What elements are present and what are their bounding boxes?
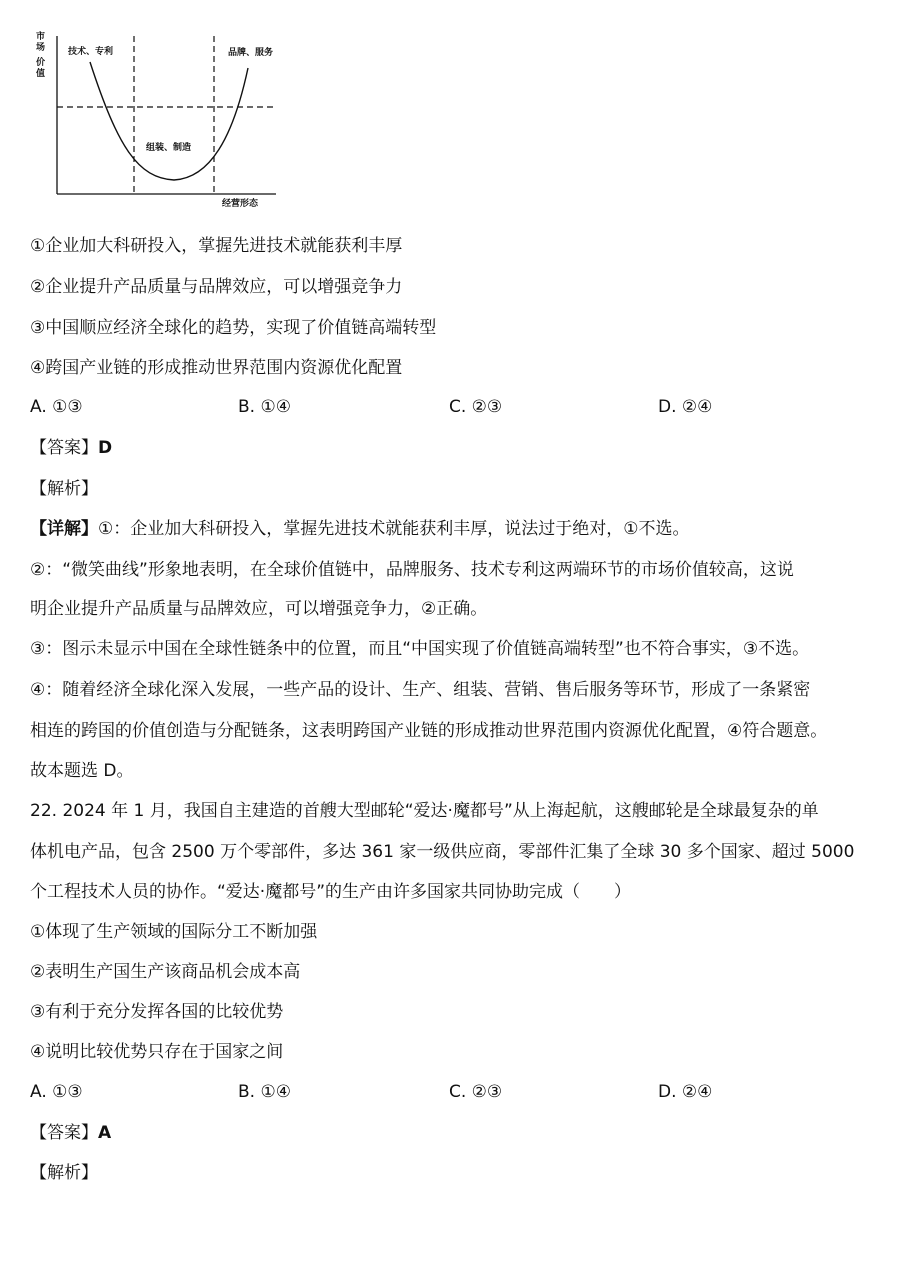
detail-label: 【详解】 [30, 519, 98, 539]
q21-option-c: C. ②③ [449, 397, 503, 417]
q21-detail-4: ③：图示未显示中国在全球性链条中的位置，而且“中国实现了价值链高端转型”也不符合事实，③不选。 [30, 639, 810, 659]
q22-statement-3: ③有利于充分发挥各国的比较优势 [30, 1002, 284, 1022]
y-axis-label-char: 场 [36, 43, 46, 53]
answer-label: 【答案】 [30, 1123, 98, 1143]
y-axis-label-char: 值 [36, 69, 46, 79]
q22-statement-2: ②表明生产国生产该商品机会成本高 [30, 962, 301, 982]
q21-detail-2: ②：“微笑曲线”形象地表明，在全球价值链中，品牌服务、技术专利这两端环节的市场价值较高，这说 [30, 560, 794, 580]
x-axis-label: 经营形态 [222, 199, 259, 209]
label-tech-patent: 技术、专利 [68, 47, 114, 57]
q21-analysis-label: 【解析】 [30, 479, 98, 499]
answer-label: 【答案】 [30, 438, 98, 458]
q22-option-c: C. ②③ [449, 1082, 503, 1102]
q22-answer [30, 1122, 111, 1144]
q22-statement-1: ①体现了生产领域的国际分工不断加强 [30, 922, 318, 942]
q22-statement-4: ④说明比较优势只存在于国家之间 [30, 1042, 284, 1062]
q21-option-d: D. ②④ [658, 397, 713, 417]
q22-option-d: D. ②④ [658, 1082, 713, 1102]
q22-stem-2: 体机电产品，包含 2500 万个零部件，多达 361 家一级供应商，零部件汇集了全球 30 多个国家、超过 5000 [30, 842, 855, 862]
q21-statement-4: ④跨国产业链的形成推动世界范围内资源优化配置 [30, 358, 403, 378]
answer-value: A [98, 1123, 112, 1143]
q22-stem-1: 22. 2024 年 1 月，我国自主建造的首艘大型邮轮“爱达·魔都号”从上海起航，这艘邮轮是全球最复杂的单 [30, 801, 819, 821]
smile-curve [90, 62, 248, 180]
answer-value: D [98, 438, 113, 458]
q21-statement-3: ③中国顺应经济全球化的趋势，实现了价值链高端转型 [30, 318, 437, 338]
q21-option-a: A. ①③ [30, 397, 83, 417]
q21-statement-2: ②企业提升产品质量与品牌效应，可以增强竞争力 [30, 277, 403, 297]
q22-option-a: A. ①③ [30, 1082, 83, 1102]
label-brand-service: 品牌、服务 [228, 48, 274, 58]
q21-detail-5: ④：随着经济全球化深入发展，一些产品的设计、生产、组装、营销、售后服务等环节，形成了一条紧密 [30, 680, 811, 700]
q21-detail-6: 相连的跨国的价值创造与分配链条，这表明跨国产业链的形成推动世界范围内资源优化配置，④符合题意。 [30, 721, 828, 741]
q22-analysis-label: 【解析】 [30, 1163, 98, 1183]
q21-detail-3: 明企业提升产品质量与品牌效应，可以增强竞争力，②正确。 [30, 599, 488, 619]
label-assembly: 组装、制造 [146, 143, 192, 153]
q21-option-b: B. ①④ [238, 397, 291, 417]
smile-curve-diagram [28, 28, 288, 213]
y-axis-label-char: 价 [36, 58, 46, 68]
q21-conclusion: 故本题选 D。 [30, 761, 134, 781]
q22-stem-3: 个工程技术人员的协作。“爱达·魔都号”的生产由许多国家共同协助完成（ ） [30, 882, 632, 902]
q21-detail-1 [30, 518, 689, 540]
q22-option-b: B. ①④ [238, 1082, 291, 1102]
detail-text: ①：企业加大科研投入，掌握先进技术就能获利丰厚，说法过于绝对，①不选。 [98, 519, 690, 539]
q21-answer [30, 437, 112, 459]
y-axis-label-char: 市 [36, 32, 46, 42]
q21-statement-1: ①企业加大科研投入，掌握先进技术就能获利丰厚 [30, 236, 403, 256]
